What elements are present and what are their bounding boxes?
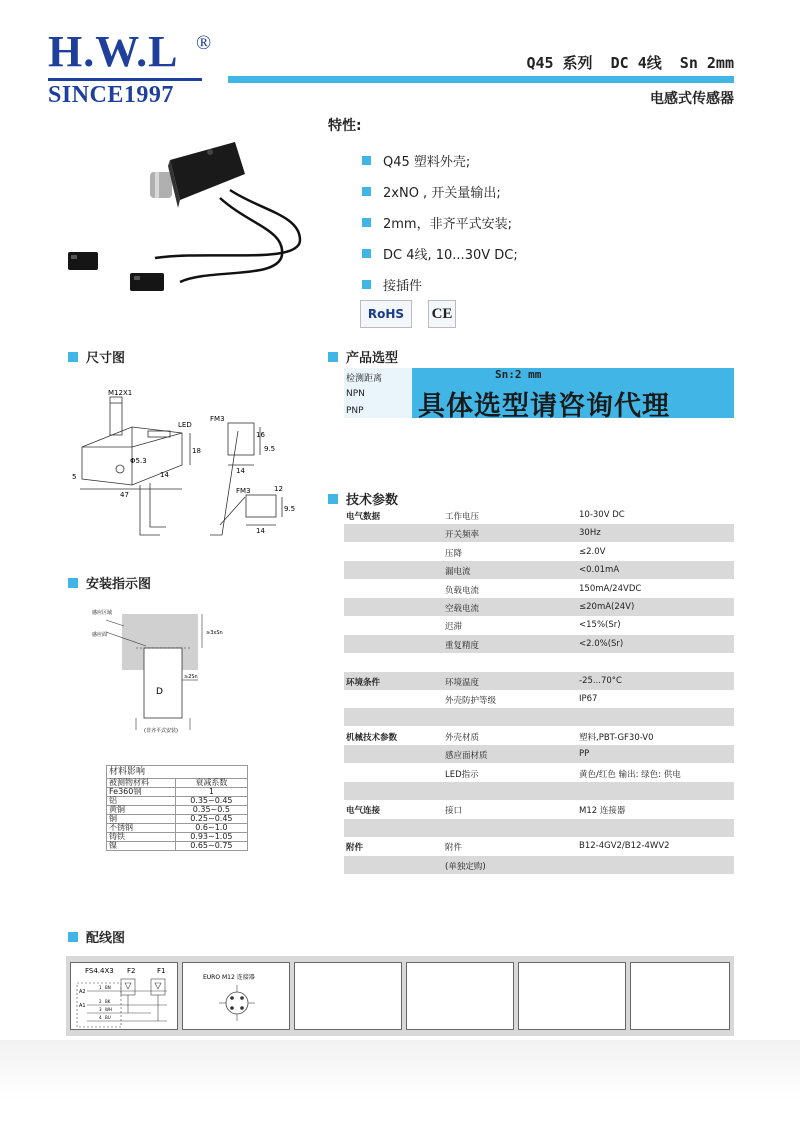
dim-label: 14 bbox=[236, 467, 245, 475]
list-item: DC 4线, 10...30V DC; bbox=[362, 238, 518, 269]
list-item: 2mm，非齐平式安装; bbox=[362, 207, 518, 238]
table-cell: <15%(Sr) bbox=[579, 620, 621, 631]
table-cell: <0.01mA bbox=[579, 565, 620, 576]
table-cell: LED指示 bbox=[445, 769, 479, 780]
brand-since: SINCE1997 bbox=[48, 82, 174, 108]
brand-logo: H.W.L bbox=[48, 27, 179, 76]
install-label: 感应区域 bbox=[92, 610, 113, 616]
table-cell: 附件 bbox=[346, 843, 364, 854]
svg-text:BN: BN bbox=[105, 985, 111, 990]
wiring-box-empty bbox=[294, 962, 402, 1030]
wiring-box-empty bbox=[630, 962, 730, 1030]
wire-label: F2 bbox=[127, 967, 136, 975]
table-cell: 塑料,PBT-GF30-V0 bbox=[579, 732, 654, 743]
table-row bbox=[344, 764, 734, 782]
table-cell: 开关频率 bbox=[445, 530, 480, 541]
dim-label: FM3 bbox=[210, 415, 225, 423]
table-cell: <2.0%(Sr) bbox=[579, 638, 624, 649]
dim-label: 47 bbox=[120, 491, 129, 499]
install-label: 感应面 bbox=[92, 632, 108, 638]
table-row: 黄铜 0.35~0.5 bbox=[107, 806, 248, 815]
dim-label: 12 bbox=[274, 485, 283, 493]
table-row: Fe360钢 1 bbox=[107, 788, 248, 797]
wire-label: EURO M12 连接器 bbox=[203, 974, 255, 981]
dim-label: FM3 bbox=[236, 487, 251, 495]
table-row: 铜 0.25~0.45 bbox=[107, 815, 248, 824]
table-row bbox=[344, 506, 734, 524]
wiring-diagram-4wire bbox=[71, 963, 177, 1029]
dim-label: LED bbox=[178, 421, 192, 429]
section-install: 安装指示图 bbox=[68, 573, 151, 592]
table-row: 不锈钢 0.6~1.0 bbox=[107, 824, 248, 833]
table-cell: 附件 bbox=[445, 843, 463, 854]
wiring-box bbox=[70, 962, 178, 1030]
svg-text:4: 4 bbox=[99, 1015, 102, 1020]
wiring-box-empty bbox=[518, 962, 626, 1030]
dim-label: 18 bbox=[192, 447, 201, 455]
table-row bbox=[344, 690, 734, 708]
wiring-box bbox=[182, 962, 290, 1030]
table-row bbox=[344, 635, 734, 653]
table-cell: -25...70°C bbox=[579, 675, 622, 686]
table-cell: 工作电压 bbox=[445, 512, 480, 522]
svg-text:WH: WH bbox=[105, 1007, 112, 1012]
svg-text:A1: A1 bbox=[79, 1003, 86, 1009]
selection-label: NPN bbox=[346, 389, 365, 399]
section-tech: 技术参数 bbox=[328, 489, 398, 508]
features-title: 特性: bbox=[328, 118, 362, 134]
features-list bbox=[362, 145, 518, 300]
table-row bbox=[344, 543, 734, 561]
registered-mark: ® bbox=[196, 32, 212, 54]
table-cell: IP67 bbox=[579, 694, 598, 704]
table-row bbox=[344, 561, 734, 579]
list-item: Q45 塑料外壳; bbox=[362, 145, 518, 176]
table-row bbox=[344, 598, 734, 616]
table-cell: 环境条件 bbox=[346, 677, 381, 688]
table-row bbox=[344, 837, 734, 855]
table-cell: 迟滞 bbox=[445, 622, 463, 633]
table-cell: ≤2.0V bbox=[579, 546, 606, 557]
table-row bbox=[344, 524, 734, 542]
bullet-square-icon bbox=[362, 187, 371, 196]
table-cell: 压降 bbox=[445, 548, 463, 559]
section-dimension: 尺寸图 bbox=[68, 347, 125, 366]
svg-text:A2: A2 bbox=[79, 989, 86, 995]
bullet-square-icon bbox=[362, 218, 371, 227]
dim-label: Φ5.3 bbox=[130, 457, 147, 465]
table-row: 镍 0.65~0.75 bbox=[107, 842, 248, 851]
table-row bbox=[344, 819, 734, 837]
table-cell: 环境温度 bbox=[445, 677, 480, 688]
section-wiring: 配线图 bbox=[68, 927, 125, 946]
dim-label: 5 bbox=[72, 473, 77, 481]
table-row bbox=[344, 653, 734, 671]
dim-label: 14 bbox=[160, 471, 169, 479]
table-row bbox=[344, 727, 734, 745]
table-cell: 外壳防护等级 bbox=[445, 696, 497, 706]
table-cell: 漏电流 bbox=[445, 567, 471, 578]
install-label: D bbox=[156, 687, 163, 697]
material-title: 材料影响 bbox=[107, 766, 248, 779]
logo-rule bbox=[48, 78, 202, 81]
m12-connector-diagram bbox=[183, 963, 289, 1029]
table-row bbox=[344, 856, 734, 874]
svg-text:1: 1 bbox=[99, 985, 102, 990]
dim-label: 9.5 bbox=[264, 445, 276, 453]
svg-text:BK: BK bbox=[105, 999, 111, 1004]
dim-label: 9.5 bbox=[284, 505, 296, 513]
table-row bbox=[344, 580, 734, 598]
material-header: 被测物材料 bbox=[107, 779, 176, 788]
install-label: ≥2Sn bbox=[184, 674, 198, 680]
table-row bbox=[344, 800, 734, 818]
rohs-badge: RoHS bbox=[360, 300, 412, 328]
material-header: 衰减系数 bbox=[175, 779, 247, 788]
selection-note: 具体选型请咨询代理 bbox=[418, 391, 670, 422]
table-cell: M12 连接器 bbox=[579, 806, 626, 817]
table-row: 铸铁 0.93~1.05 bbox=[107, 833, 248, 842]
material-table bbox=[106, 765, 248, 851]
table-row: 铝 0.35~0.45 bbox=[107, 797, 248, 806]
bullet-square-icon bbox=[362, 156, 371, 165]
table-cell: 10-30V DC bbox=[579, 510, 625, 520]
section-square-icon bbox=[328, 494, 338, 504]
dim-label: 14 bbox=[256, 527, 265, 535]
table-cell: ≤20mA(24V) bbox=[579, 602, 635, 612]
table-row bbox=[344, 782, 734, 800]
table-row bbox=[344, 616, 734, 634]
header-accent-bar bbox=[228, 76, 734, 83]
table-cell: 空载电流 bbox=[445, 604, 480, 614]
product-photo bbox=[60, 130, 320, 310]
table-cell: 感应面材质 bbox=[445, 751, 488, 762]
section-square-icon bbox=[68, 932, 78, 942]
table-cell: 负载电流 bbox=[445, 585, 480, 596]
table-cell: (单独定购) bbox=[445, 861, 486, 872]
install-label: ≥3xSn bbox=[206, 630, 223, 636]
svg-text:BU: BU bbox=[105, 1015, 111, 1020]
selection-label: 检测距离 bbox=[346, 374, 383, 384]
table-row bbox=[344, 708, 734, 726]
svg-text:3: 3 bbox=[99, 1007, 102, 1012]
table-cell: 150mA/24VDC bbox=[579, 583, 642, 594]
selection-sn: Sn:2 mm bbox=[495, 368, 542, 381]
list-item: 接插件 bbox=[362, 269, 518, 300]
install-drawing bbox=[86, 600, 246, 740]
wiring-box-empty bbox=[406, 962, 514, 1030]
wire-label: F1 bbox=[157, 967, 166, 975]
dim-label: 16 bbox=[256, 431, 265, 439]
table-cell: 30Hz bbox=[579, 528, 601, 539]
bullet-square-icon bbox=[362, 249, 371, 258]
table-cell: 电气连接 bbox=[346, 806, 381, 817]
bottom-fade bbox=[0, 1040, 800, 1100]
table-cell: 黄色/红色 输出: 绿色: 供电 bbox=[579, 769, 681, 780]
page-title: Q45 系列 DC 4线 Sn 2mm bbox=[526, 54, 734, 72]
selection-label: PNP bbox=[346, 406, 364, 416]
section-selection: 产品选型 bbox=[328, 347, 398, 366]
table-cell: 电气数据 bbox=[346, 512, 381, 522]
section-square-icon bbox=[328, 352, 338, 362]
list-item: 2xNO , 开关量输出; bbox=[362, 176, 518, 207]
wire-label: FS4.4X3 bbox=[85, 967, 114, 975]
dimension-drawing bbox=[70, 385, 310, 545]
bullet-square-icon bbox=[362, 280, 371, 289]
install-label: (非齐平式安装) bbox=[144, 728, 178, 734]
ce-badge: CE bbox=[428, 300, 456, 328]
table-cell: 机械技术参数 bbox=[346, 732, 398, 743]
table-cell: B12-4GV2/B12-4WV2 bbox=[579, 841, 670, 852]
table-cell: 外壳材质 bbox=[445, 732, 480, 743]
section-square-icon bbox=[68, 578, 78, 588]
table-cell: 接口 bbox=[445, 806, 463, 817]
table-cell: 重复精度 bbox=[445, 640, 480, 651]
table-row bbox=[344, 745, 734, 763]
svg-text:2: 2 bbox=[99, 999, 102, 1004]
table-row bbox=[344, 672, 734, 690]
dim-label: M12X1 bbox=[108, 389, 133, 397]
table-cell: PP bbox=[579, 749, 590, 760]
section-square-icon bbox=[68, 352, 78, 362]
page-subtitle: 电感式传感器 bbox=[650, 91, 734, 107]
